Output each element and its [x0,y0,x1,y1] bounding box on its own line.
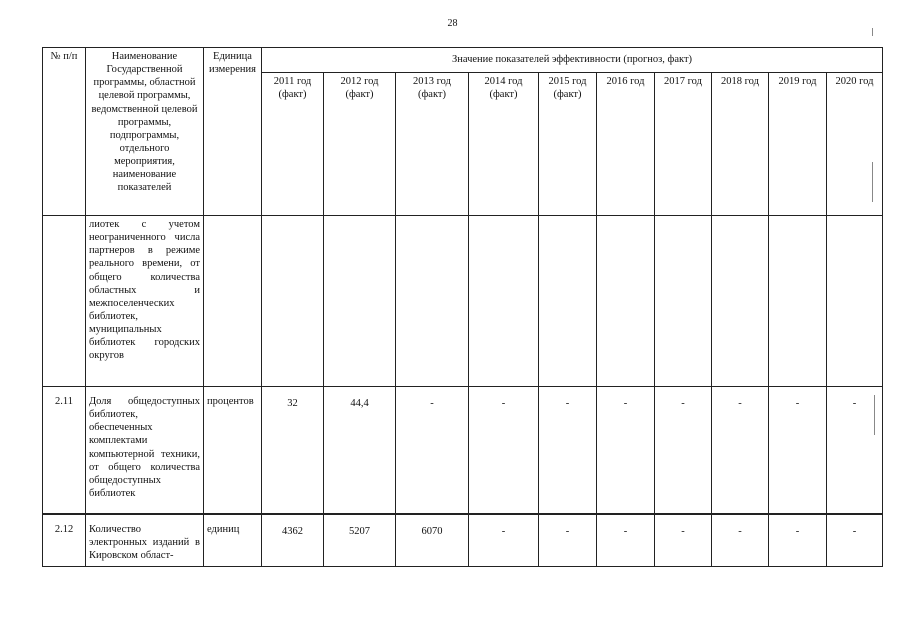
year-header: 2011 год (факт) [262,73,324,216]
row-value [396,216,469,387]
row-value: - [712,387,769,514]
row-value: 5207 [324,514,396,567]
row-value [324,216,396,387]
row-value [262,216,324,387]
row-num: 2.11 [43,387,86,514]
year-header: 2012 год (факт) [324,73,396,216]
header-num: № п/п [43,48,86,216]
year-header: 2016 год [597,73,655,216]
table-row [43,514,883,567]
row-value [769,216,827,387]
row-value: - [827,387,883,514]
year-header: 2018 год [712,73,769,216]
header-values-title: Значение показателей эффективности (прогноз, факт) [262,48,883,73]
row-value: - [469,387,539,514]
year-header: 2020 год [827,73,883,216]
indicators-table [42,47,883,567]
row-value: - [769,514,827,567]
row-name: Доля общедоступных библиотек, обеспеченных комплектами компьютерной техники, от общего количества общедоступных библиотек [86,387,204,514]
page-number: 28 [447,18,458,29]
year-header: 2015 год (факт) [539,73,597,216]
row-value: - [655,387,712,514]
header-name: Наименование Государственной программы, областной целевой программы, ведомственной целевой программы, подпрограммы, отдельного мероприятия, наименование показателей [86,48,204,216]
header-row [43,48,883,73]
row-value [469,216,539,387]
table-row [43,216,883,387]
year-header: 2014 год (факт) [469,73,539,216]
row-unit: процентов [204,387,262,514]
row-value: 4362 [262,514,324,567]
row-unit [204,216,262,387]
row-value: - [597,387,655,514]
row-value: - [396,387,469,514]
row-value [539,216,597,387]
row-value: - [655,514,712,567]
row-value [827,216,883,387]
row-value [712,216,769,387]
row-name: лиотек с учетом неограниченного числа партнеров в режиме реального времени, от общего количества областных и межпоселенческих библиотек, муниципальных библиотек городских округов [86,216,204,387]
row-name: Количество электронных изданий в Кировском област- [86,514,204,567]
row-value: - [597,514,655,567]
row-value [597,216,655,387]
row-value: - [712,514,769,567]
year-header: 2017 год [655,73,712,216]
row-value: - [539,514,597,567]
scan-mark [872,162,873,202]
year-header: 2013 год (факт) [396,73,469,216]
row-num: 2.12 [43,514,86,567]
row-value [655,216,712,387]
row-unit: единиц [204,514,262,567]
scan-mark [872,28,873,36]
header-unit: Единица измерения [204,48,262,216]
row-value: 44,4 [324,387,396,514]
year-header: 2019 год [769,73,827,216]
row-value: 6070 [396,514,469,567]
row-value: - [827,514,883,567]
row-value: 32 [262,387,324,514]
row-num [43,216,86,387]
table-row [43,387,883,514]
scan-mark [874,395,875,435]
row-value: - [469,514,539,567]
row-value: - [769,387,827,514]
row-value: - [539,387,597,514]
